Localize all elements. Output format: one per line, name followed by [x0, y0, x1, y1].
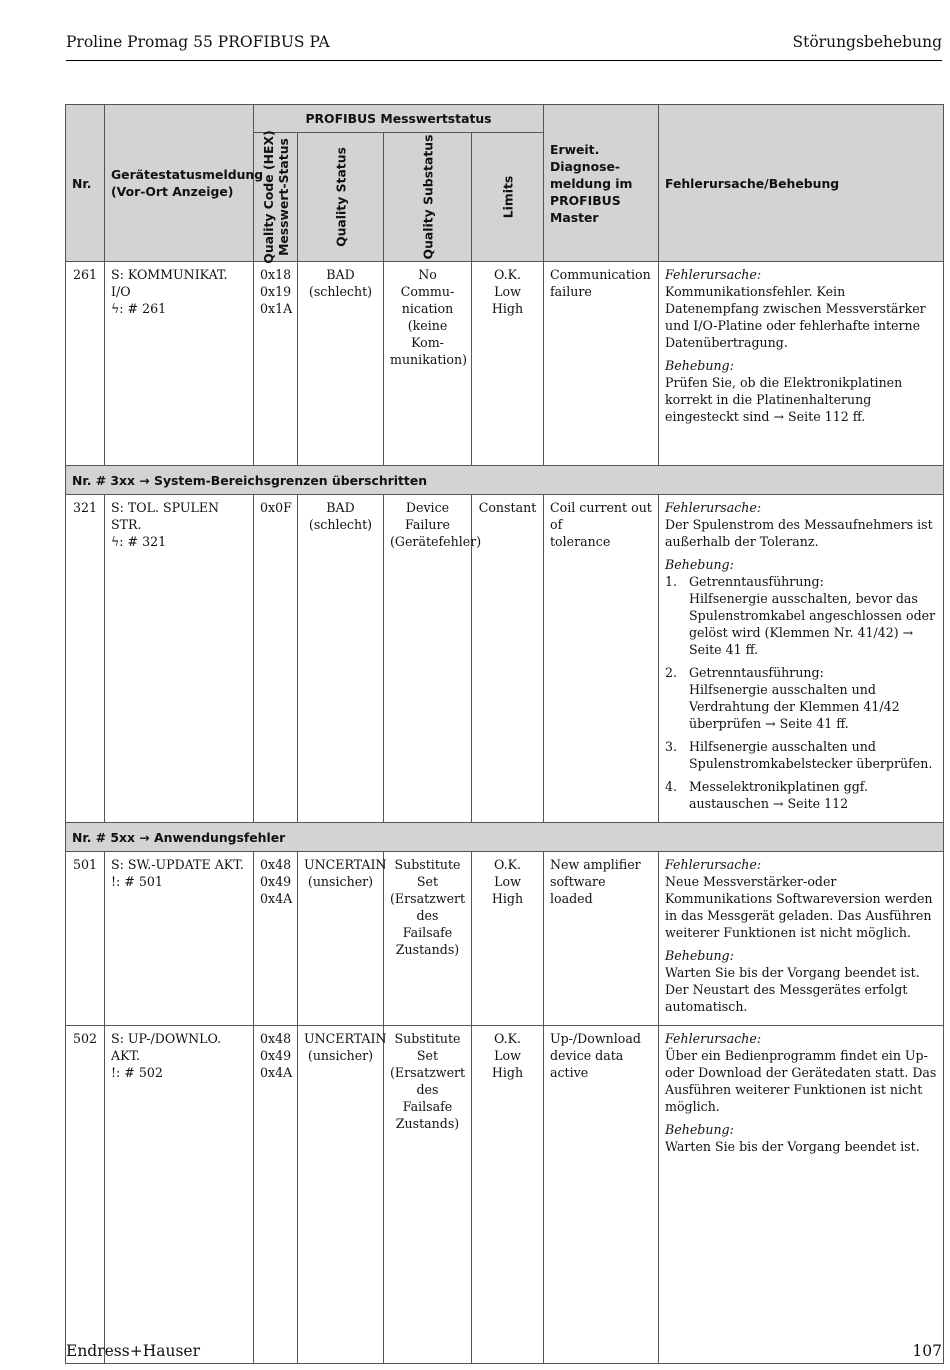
page-number: 107 [912, 1342, 942, 1360]
error-table [65, 104, 944, 1364]
row-quality-status: BAD (schlecht) [298, 495, 384, 823]
running-header-title: Proline Promag 55 PROFIBUS PA [66, 33, 330, 51]
header-rule [66, 60, 942, 61]
row-cause: Fehlerursache: Neue Messverstärker-oder Kommunikations Softwareversion werden in das Messgerät geladen. Das Ausführen weiterer Funktionen ist nicht möglich. Behebung: Warten Sie bis der Vorgang beendet ist. Der Neustart des Messgerätes erfolgt automatisch. [659, 852, 944, 1026]
row-limits: O.K. Low High [472, 262, 544, 466]
row-diagnostic: Communication failure [544, 262, 659, 466]
footer-brand: Endress+Hauser [66, 1342, 200, 1360]
row-message: S: KOMMUNIKAT. I/O ϟ: # 261 [105, 262, 254, 466]
col-header-quality-code: Quality Code (HEX) Messwert-Status [254, 133, 298, 262]
row-quality-substatus: Substitute Set (Ersatzwert des Failsafe Zustands) [384, 1026, 472, 1364]
row-diagnostic: Coil current out of tolerance [544, 495, 659, 823]
table-row [66, 262, 944, 466]
col-header-quality-substatus: Quality Substatus [384, 133, 472, 262]
row-quality-status: UNCERTAIN (unsicher) [298, 1026, 384, 1364]
row-quality-substatus: Substitute Set (Ersatzwert des Failsafe Zustands) [384, 852, 472, 1026]
col-header-profibus: PROFIBUS Messwertstatus [254, 105, 544, 133]
col-header-message: Gerätestatusmeldung (Vor-Ort Anzeige) [105, 105, 254, 262]
row-nr: 501 [66, 852, 105, 1026]
row-quality-code: 0x18 0x19 0x1A [254, 262, 298, 466]
row-quality-code: 0x48 0x49 0x4A [254, 1026, 298, 1364]
section-row [66, 823, 944, 852]
list-item: 4. Messelektronikplatinen ggf. austauschen → Seite 112 [665, 779, 868, 811]
row-limits: O.K. Low High [472, 852, 544, 1026]
list-item: 2. Getrenntausführung: Hilfsenergie ausschalten und Verdrahtung der Klemmen 41/42 überprüfen → Seite 41 ff. [665, 665, 900, 731]
row-quality-code: 0x0F [254, 495, 298, 823]
col-header-nr: Nr. [66, 105, 105, 262]
col-header-limits: Limits [472, 133, 544, 262]
row-quality-status: BAD (schlecht) [298, 262, 384, 466]
running-header-section: Störungsbehebung [792, 33, 942, 51]
row-nr: 261 [66, 262, 105, 466]
row-quality-status: UNCERTAIN (unsicher) [298, 852, 384, 1026]
row-nr: 502 [66, 1026, 105, 1364]
list-item: 1. Getrenntausführung: Hilfsenergie ausschalten, bevor das Spulenstromkabel angeschlossen oder gelöst wird (Klemmen Nr. 41/42) → Seite 41 ff. [665, 574, 936, 657]
row-limits: O.K. Low High [472, 1026, 544, 1364]
list-item: 3. Hilfsenergie ausschalten und Spulenstromkabelstecker überprüfen. [665, 739, 933, 771]
row-cause: Fehlerursache: Kommunikationsfehler. Kein Datenempfang zwischen Messverstärker und I/O-Platine oder fehlerhafte interne Datenübertragung. Behebung: Prüfen Sie, ob die Elektronikplatinen korrekt in die Platinenhalterung eingesteckt sind → Seite 112 ff. [659, 262, 944, 466]
col-header-diagnostic: Erweit. Diagnose-meldung im PROFIBUS Master [544, 105, 659, 262]
section-header-5xx: Nr. # 5xx → Anwendungsfehler [66, 823, 944, 852]
row-message: S: UP-/DOWNLO. AKT. !: # 502 [105, 1026, 254, 1364]
row-cause: Fehlerursache: Der Spulenstrom des Messaufnehmers ist außerhalb der Toleranz. Behebung: 1. Getrenntausführung: Hilfsenergie ausschalten, bevor das Spulenstromkabel angeschlossen oder gelöst wird (Klemmen Nr. 41/42) → Seite 41 ff. 2. Getrenntausführung: Hilfsenergie ausschalten und Verdrahtung der Klemmen 41/42 überprüfen → Seite 41 ff. 3. Hilfsenergie ausschalten und Spulenstromkabelstecker überprüfen. 4. Messelektronikplatinen ggf. austauschen → Seite 112 [659, 495, 944, 823]
table-row [66, 852, 944, 1026]
table-row [66, 1026, 944, 1364]
row-quality-substatus: Device Failure (Gerätefehler) [384, 495, 472, 823]
row-limits: Constant [472, 495, 544, 823]
section-header-3xx: Nr. # 3xx → System-Bereichsgrenzen überschritten [66, 466, 944, 495]
col-header-quality-status: Quality Status [298, 133, 384, 262]
row-diagnostic: New amplifier software loaded [544, 852, 659, 1026]
fix-steps-list [665, 573, 937, 812]
table-row [66, 495, 944, 823]
row-message: S: SW.-UPDATE AKT. !: # 501 [105, 852, 254, 1026]
col-header-cause: Fehlerursache/Behebung [659, 105, 944, 262]
row-quality-code: 0x48 0x49 0x4A [254, 852, 298, 1026]
row-nr: 321 [66, 495, 105, 823]
row-quality-substatus: No Commu- nication (keine Kom- munikation) [384, 262, 472, 466]
row-message: S: TOL. SPULEN STR. ϟ: # 321 [105, 495, 254, 823]
row-diagnostic: Up-/Download device data active [544, 1026, 659, 1364]
section-row [66, 466, 944, 495]
row-cause: Fehlerursache: Über ein Bedienprogramm findet ein Up- oder Download der Gerätedaten statt. Das Ausführen weiterer Funktionen ist nicht möglich. Behebung: Warten Sie bis der Vorgang beendet ist. [659, 1026, 944, 1364]
